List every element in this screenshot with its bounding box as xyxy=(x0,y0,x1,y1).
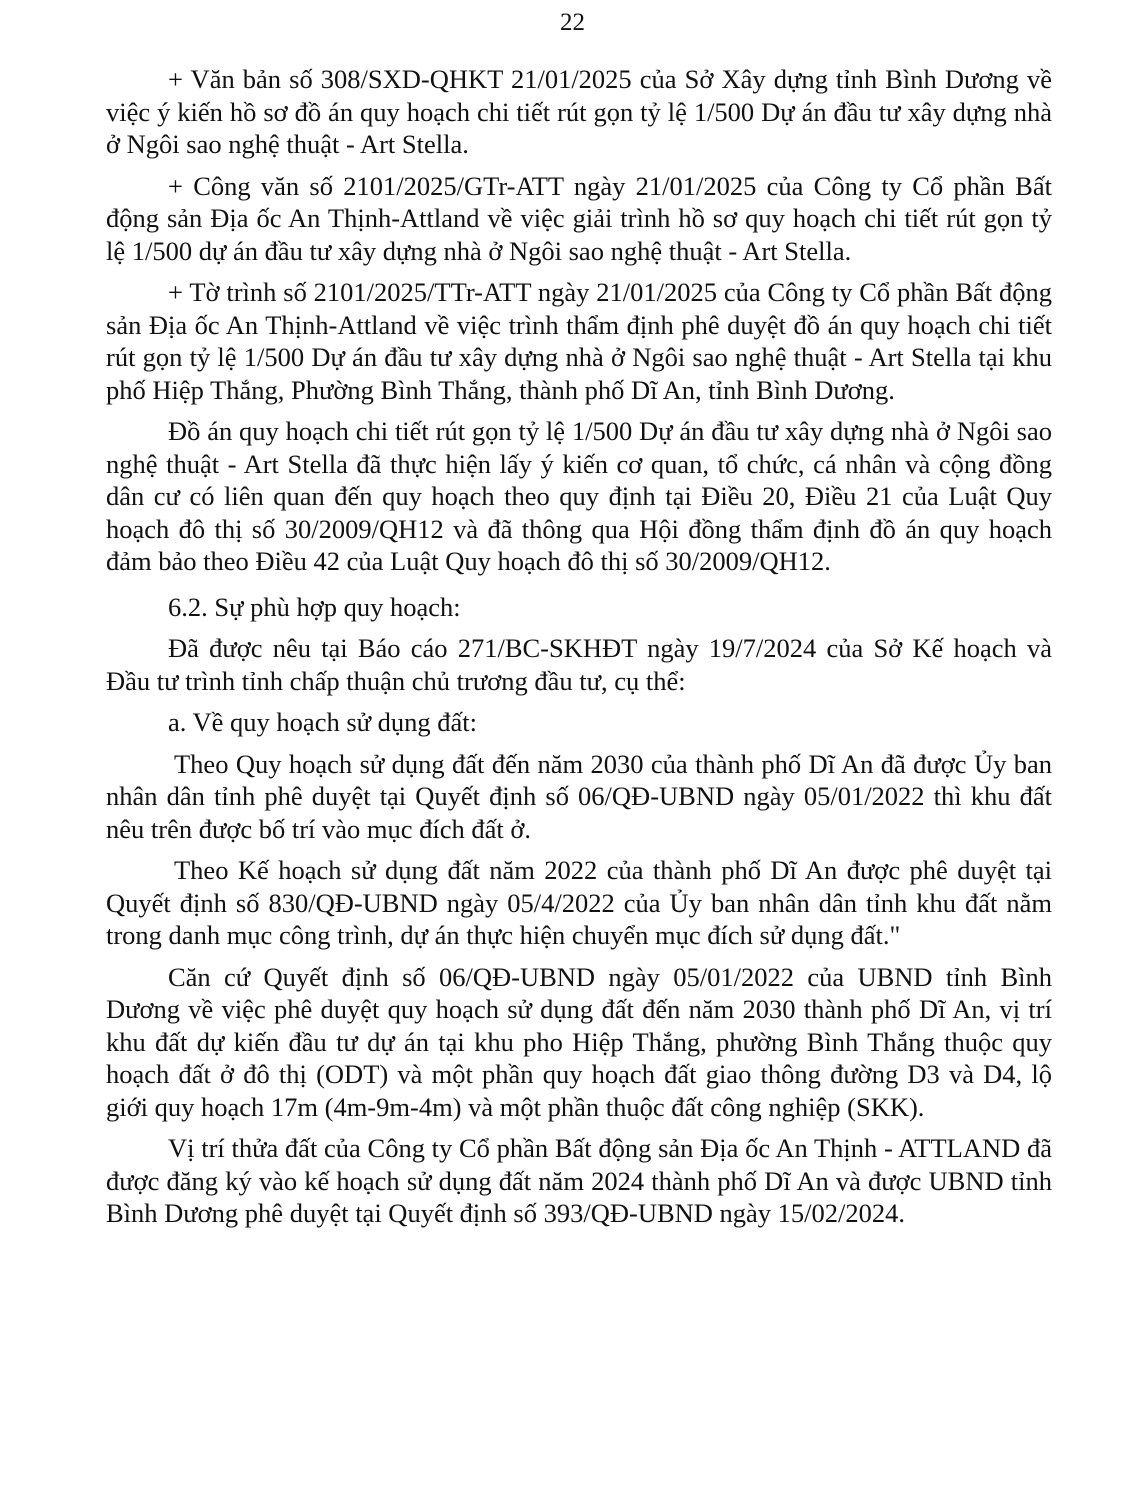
paragraph-can-cu-quyet-dinh: Căn cứ Quyết định số 06/QĐ-UBND ngày 05/01/2022 của UBND tỉnh Bình Dương về việc phê duyệt quy hoạch sử dụng đất đến năm 2030 thành phố Dĩ An, vị trí khu đất dự kiến đầu tư dự án tại khu pho Hiệp Thắng, phường Bình Thắng thuộc quy hoạch đất ở đô thị (ODT) và một phần quy hoạch đất giao thông đường D3 và D4, lộ giới quy hoạch 17m (4m-9m-4m) và một phần thuộc đất công nghiệp (SKK). xyxy=(106,961,1052,1122)
paragraph-vi-tri-thua-dat: Vị trí thửa đất của Công ty Cổ phần Bất động sản Địa ốc An Thịnh - ATTLAND đã được đăng ký vào kế hoạch sử dụng đất năm 2024 thành phố Dĩ An và được UBND tỉnh Bình Dương phê duyệt tại Quyết định số 393/QĐ-UBND ngày 15/02/2024. xyxy=(106,1133,1052,1228)
paragraph-van-ban-308: + Văn bản số 308/SXD-QHKT 21/01/2025 của Sở Xây dựng tỉnh Bình Dương về việc ý kiến hồ sơ đồ án quy hoạch chi tiết rút gọn tỷ lệ 1/500 Dự án đầu tư xây dựng nhà ở Ngôi sao nghệ thuật - Art Stella. xyxy=(106,64,1052,159)
paragraph-ke-hoach-2022: Theo Kế hoạch sử dụng đất năm 2022 của thành phố Dĩ An được phê duyệt tại Quyết định số 830/QĐ-UBND ngày 05/4/2022 của Ủy ban nhân dân tỉnh khu đất nằm trong danh mục công trình, dự án thực hiện chuyển mục đích sử dụng đất." xyxy=(106,855,1052,950)
paragraph-cong-van-2101: + Công văn số 2101/2025/GTr-ATT ngày 21/01/2025 của Công ty Cổ phần Bất động sản Địa ốc An Thịnh-Attland về việc giải trình hồ sơ quy hoạch chi tiết rút gọn tỷ lệ 1/500 dự án đầu tư xây dựng nhà ở Ngôi sao nghệ thuật - Art Stella. xyxy=(106,170,1052,266)
subsection-heading-a: a. Về quy hoạch sử dụng đất: xyxy=(168,707,477,737)
document-body xyxy=(106,63,1052,1230)
paragraph-do-an-quy-hoach: Đồ án quy hoạch chi tiết rút gọn tỷ lệ 1/500 Dự án đầu tư xây dựng nhà ở Ngôi sao nghệ thuật - Art Stella đã thực hiện lấy ý kiến cơ quan, tổ chức, cá nhân và cộng đồng dân cư có liên quan đến quy hoạch theo quy định tại Điều 20, Điều 21 của Luật Quy hoạch đô thị số 30/2009/QH12 và đã thông qua Hội đồng thẩm định đồ án quy hoạch đảm bảo theo Điều 42 của Luật Quy hoạch đô thị số 30/2009/QH12. xyxy=(106,416,1052,576)
page-number: 22 xyxy=(560,9,585,36)
paragraph-to-trinh-2101: + Tờ trình số 2101/2025/TTr-ATT ngày 21/01/2025 của Công ty Cổ phần Bất động sản Địa ốc An Thịnh-Attland về việc trình thẩm định phê duyệt đồ án quy hoạch chi tiết rút gọn tỷ lệ 1/500 Dự án đầu tư xây dựng nhà ở Ngôi sao nghệ thuật - Art Stella tại khu phố Hiệp Thắng, Phường Bình Thắng, thành phố Dĩ An, tỉnh Bình Dương. xyxy=(106,277,1052,405)
section-heading-6-2: 6.2. Sự phù hợp quy hoạch: xyxy=(168,591,461,622)
paragraph-bao-cao-271: Đã được nêu tại Báo cáo 271/BC-SKHĐT ngày 19/7/2024 của Sở Kế hoạch và Đầu tư trình tỉnh chấp thuận chủ trương đầu tư, cụ thể: xyxy=(106,633,1052,696)
paragraph-quy-hoach-2030: Theo Quy hoạch sử dụng đất đến năm 2030 của thành phố Dĩ An đã được Ủy ban nhân dân tỉnh phê duyệt tại Quyết định số 06/QĐ-UBND ngày 05/01/2022 thì khu đất nêu trên được bố trí vào mục đích đất ở. xyxy=(106,748,1052,844)
